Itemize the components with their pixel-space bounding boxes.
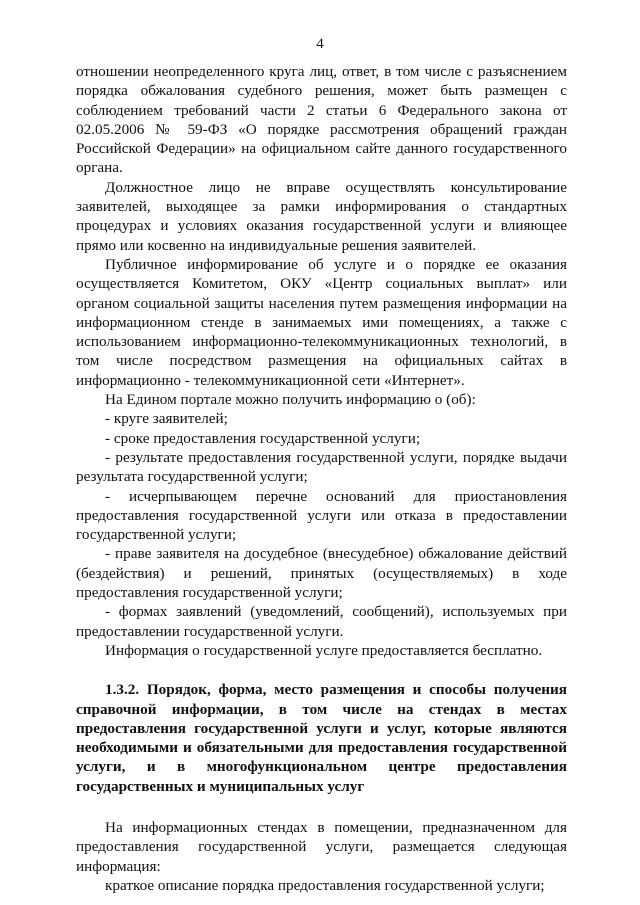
list-item: - сроке предоставления государственной услуги; bbox=[105, 429, 421, 447]
list-item: - круге заявителей; bbox=[105, 410, 228, 428]
paragraph-public-informing: Публичное информирование об услуге и о порядке ее оказания осуществляется Комитетом, ОКУ «Центр социальных выплат» или органом социальной защиты населения путем размещения информации на информационном стенде в занимаемых ими помещениях, а также с использованием информационно-телекоммуникационных технологий, в том числе посредством размещения на официальных сайтах в информационно - телекоммуникационной сети «Интернет». bbox=[76, 255, 567, 389]
paragraph-stands-info: На информационных стендах в помещении, предназначенном для предоставления государственной услуги, размещается следующая информация: bbox=[76, 818, 567, 875]
list-item: - формах заявлений (уведомлений, сообщений), используемых при предоставлении государственной услуги. bbox=[76, 603, 567, 640]
list-item: - результате предоставления государственной услуги, порядке выдачи результата государственной услуги; bbox=[76, 448, 567, 486]
list-item: - исчерпывающем перечне оснований для приостановления предоставления государственной услуги или отказа в предоставлении государственной услуги; bbox=[76, 487, 567, 544]
list-item: - праве заявителя на досудебное (внесудебное) обжалование действий (бездействия) и решений, принятых (осуществляемых) в ходе предоставления государственной услуги; bbox=[76, 545, 567, 602]
list-item: краткое описание порядка предоставления государственной услуги; bbox=[105, 876, 545, 894]
document-body bbox=[76, 62, 567, 895]
paragraph-official-restriction: Должностное лицо не вправе осуществлять консультирование заявителей, выходящее за рамки информирования о стандартных процедурах и условиях оказания государственной услуги и влияющее прямо или косвенно на индивидуальные решения заявителей. bbox=[76, 178, 567, 254]
paragraph-portal-info: На Едином портале можно получить информацию о (об): bbox=[105, 391, 476, 409]
page-number: 4 bbox=[316, 36, 324, 52]
paragraph-free-info: Информация о государственной услуге предоставляется бесплатно. bbox=[105, 641, 543, 659]
paragraph-continuation: отношении неопределенного круга лиц, ответ, в том числе с разъяснением порядка обжалования судебного решения, может быть размещен с соблюдением требований части 2 статьи 6 Федерального закона от 02.05.2006 № 59-ФЗ «О порядке рассмотрения обращений граждан Российской Федерации» на официальном сайте данного государственного органа. bbox=[76, 63, 567, 177]
section-heading: 1.3.2. Порядок, форма, место размещения и способы получения справочной информации, в том числе на стендах в местах предоставления государственной услуги и услуг, которые являются необходимыми и обязательными для предоставления государственной услуги, и в многофункциональном центре предоставления государственных и муниципальных услуг bbox=[76, 681, 567, 795]
